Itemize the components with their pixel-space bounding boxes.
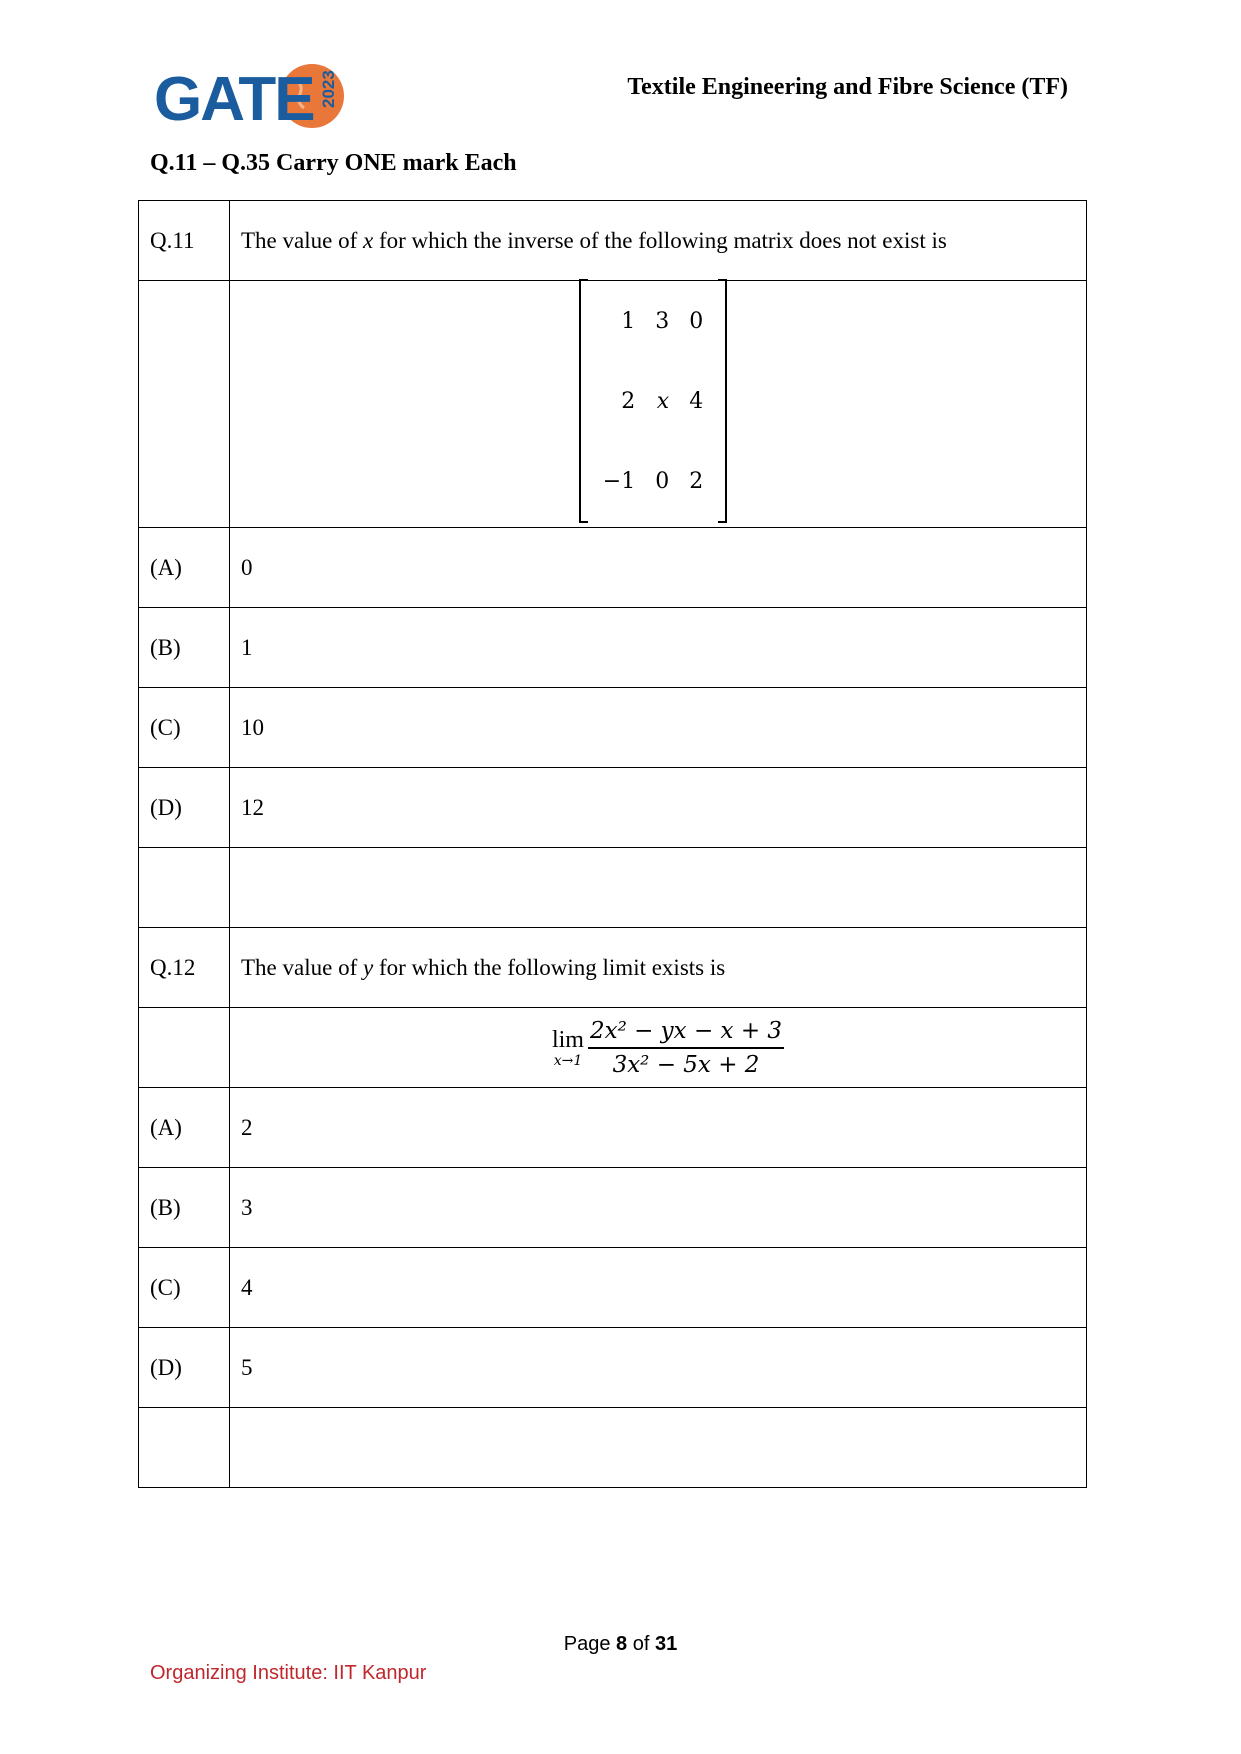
left-bracket [579,279,588,523]
option-value: 4 [230,1248,1087,1328]
page-current: 8 [616,1633,628,1655]
matrix-entry: 3 [655,308,670,334]
paper-title: Textile Engineering and Fibre Science (TF) [627,74,1068,100]
empty-cell [139,281,230,528]
empty-cell [230,848,1087,928]
question-text [230,928,1087,1008]
option-value: 0 [230,528,1087,608]
matrix-entry: 1 [621,308,636,334]
page-of: of [632,1633,650,1655]
option-value: 10 [230,688,1087,768]
option-row [139,1328,1087,1408]
option-label: (C) [139,688,230,768]
table-row [139,928,1087,1008]
section-title: Q.11 – Q.35 Carry ONE mark Each [150,150,517,176]
option-label: (A) [139,528,230,608]
empty-cell [230,1408,1087,1488]
matrix-entry: 0 [689,308,704,334]
question-text-start: The value of [241,954,363,980]
matrix-entry: −1 [602,468,636,494]
matrix-entry: 2 [689,468,704,494]
right-bracket [718,279,727,523]
empty-row [139,1408,1087,1488]
matrix-entry: 4 [689,388,704,414]
matrix-entry: 0 [655,468,670,494]
empty-cell [139,1008,230,1088]
question-text-end: for which the inverse of the following matrix does not exist is [373,227,947,253]
matrix-cell [230,281,1087,528]
page-number [0,1633,1241,1656]
matrix [579,281,727,521]
option-row [139,528,1087,608]
page-word: Page [563,1633,611,1655]
option-value: 3 [230,1168,1087,1248]
question-number: Q.12 [139,928,230,1008]
question-variable: y [362,954,374,980]
numerator: 2x² − yx − x + 3 [588,1017,784,1049]
option-row [139,608,1087,688]
option-label: (D) [139,1328,230,1408]
option-label: (B) [139,608,230,688]
question-text-start: The value of [241,227,363,253]
table-row [139,281,1087,528]
limit-word: lim [551,1026,584,1053]
limit-expression [552,1017,784,1079]
empty-row [139,848,1087,928]
option-label: (B) [139,1168,230,1248]
option-row [139,1248,1087,1328]
gate-2023-logo [154,58,354,136]
option-value: 5 [230,1328,1087,1408]
option-label: (D) [139,768,230,848]
table-row [139,1008,1087,1088]
option-value: 2 [230,1088,1087,1168]
logo-text: GATE [154,65,314,134]
option-row [139,688,1087,768]
option-value: 1 [230,608,1087,688]
question-number: Q.11 [139,201,230,281]
limit-operator [552,1027,584,1069]
option-value: 12 [230,768,1087,848]
question-text [230,201,1087,281]
option-row [139,768,1087,848]
limit-cell [230,1008,1087,1088]
question-variable: x [362,227,374,253]
option-label: (C) [139,1248,230,1328]
limit-subscript: x→1 [553,1052,583,1069]
empty-cell [139,848,230,928]
option-label: (A) [139,1088,230,1168]
fraction [588,1017,784,1079]
option-row [139,1088,1087,1168]
matrix-entry: x [656,388,670,414]
table-row [139,201,1087,281]
option-row [139,1168,1087,1248]
empty-cell [139,1408,230,1488]
page-total: 31 [654,1633,678,1655]
question-text-end: for which the following limit exists is [373,954,726,980]
logo-year: 2023 [319,70,338,108]
question-table [138,200,1087,1488]
organizing-institute: Organizing Institute: IIT Kanpur [150,1662,427,1684]
matrix-entry: 2 [621,388,636,414]
denominator: 3x² − 5x + 2 [612,1051,760,1078]
